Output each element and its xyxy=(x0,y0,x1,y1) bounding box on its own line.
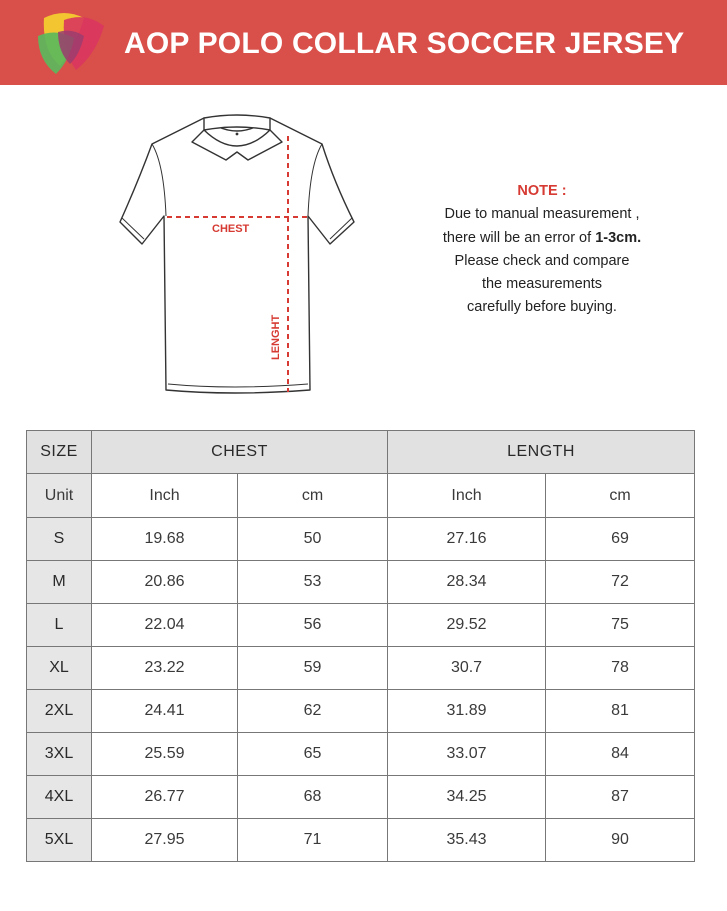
chest-inch-cell: 20.86 xyxy=(92,561,238,604)
chest-inch-cell: 25.59 xyxy=(92,733,238,776)
chest-cm-cell: 56 xyxy=(238,604,388,647)
length-inch-cell: 27.16 xyxy=(388,518,546,561)
table-row xyxy=(27,647,695,690)
measurement-note xyxy=(412,180,672,320)
header-banner xyxy=(0,0,727,85)
size-cell: S xyxy=(27,518,92,561)
length-cm-cell: 72 xyxy=(546,561,695,604)
chest-inch-cell: 23.22 xyxy=(92,647,238,690)
length-inch-cell: 31.89 xyxy=(388,690,546,733)
length-cm-cell: 81 xyxy=(546,690,695,733)
size-cell: XL xyxy=(27,647,92,690)
length-label: LENGHT xyxy=(270,314,282,360)
chest-cm-cell: 50 xyxy=(238,518,388,561)
chest-inch-cell: 26.77 xyxy=(92,776,238,819)
unit-length-cm: cm xyxy=(546,474,695,518)
chest-header: CHEST xyxy=(92,431,388,474)
length-inch-cell: 28.34 xyxy=(388,561,546,604)
table-row xyxy=(27,733,695,776)
brand-logo-icon xyxy=(34,10,108,76)
length-inch-cell: 34.25 xyxy=(388,776,546,819)
length-cm-cell: 87 xyxy=(546,776,695,819)
length-inch-cell: 33.07 xyxy=(388,733,546,776)
table-row xyxy=(27,604,695,647)
chest-inch-cell: 22.04 xyxy=(92,604,238,647)
size-chart-table xyxy=(26,430,695,862)
note-error-range: 1-3cm. xyxy=(595,229,642,246)
length-inch-cell: 29.52 xyxy=(388,604,546,647)
unit-label: Unit xyxy=(27,474,92,518)
chest-cm-cell: 62 xyxy=(238,690,388,733)
chest-label: CHEST xyxy=(212,223,250,235)
length-inch-cell: 35.43 xyxy=(388,819,546,862)
length-inch-cell: 30.7 xyxy=(388,647,546,690)
note-line-3: Please check and compare xyxy=(454,252,630,269)
size-cell: M xyxy=(27,561,92,604)
table-row xyxy=(27,690,695,733)
length-cm-cell: 90 xyxy=(546,819,695,862)
note-line-5: carefully before buying. xyxy=(467,299,617,316)
chest-inch-cell: 19.68 xyxy=(92,518,238,561)
length-header: LENGTH xyxy=(388,431,695,474)
page-title: AOP POLO COLLAR SOCCER JERSEY xyxy=(124,27,685,60)
size-cell: 3XL xyxy=(27,733,92,776)
size-cell: L xyxy=(27,604,92,647)
chest-cm-cell: 71 xyxy=(238,819,388,862)
table-row xyxy=(27,561,695,604)
chest-cm-cell: 59 xyxy=(238,647,388,690)
polo-shirt-diagram xyxy=(112,104,362,399)
chest-cm-cell: 53 xyxy=(238,561,388,604)
size-cell: 5XL xyxy=(27,819,92,862)
unit-chest-inch: Inch xyxy=(92,474,238,518)
size-chart-body xyxy=(27,431,695,862)
size-cell: 2XL xyxy=(27,690,92,733)
chest-cm-cell: 68 xyxy=(238,776,388,819)
length-cm-cell: 69 xyxy=(546,518,695,561)
chest-cm-cell: 65 xyxy=(238,733,388,776)
note-line-2 xyxy=(412,227,672,250)
note-line-4: the measurements xyxy=(481,276,603,293)
note-line-1: Due to manual measurement , xyxy=(444,206,640,223)
note-title: NOTE : xyxy=(517,183,567,199)
note-line-2-text: there will be an error of xyxy=(442,229,592,246)
chest-inch-cell: 27.95 xyxy=(92,819,238,862)
chest-inch-cell: 24.41 xyxy=(92,690,238,733)
table-row xyxy=(27,518,695,561)
unit-length-inch: Inch xyxy=(388,474,546,518)
table-row xyxy=(27,819,695,862)
unit-row xyxy=(27,474,695,518)
length-cm-cell: 75 xyxy=(546,604,695,647)
length-cm-cell: 78 xyxy=(546,647,695,690)
length-cm-cell: 84 xyxy=(546,733,695,776)
size-cell: 4XL xyxy=(27,776,92,819)
unit-chest-cm: cm xyxy=(238,474,388,518)
table-row xyxy=(27,776,695,819)
table-header-row xyxy=(27,431,695,474)
size-header: SIZE xyxy=(27,431,92,474)
